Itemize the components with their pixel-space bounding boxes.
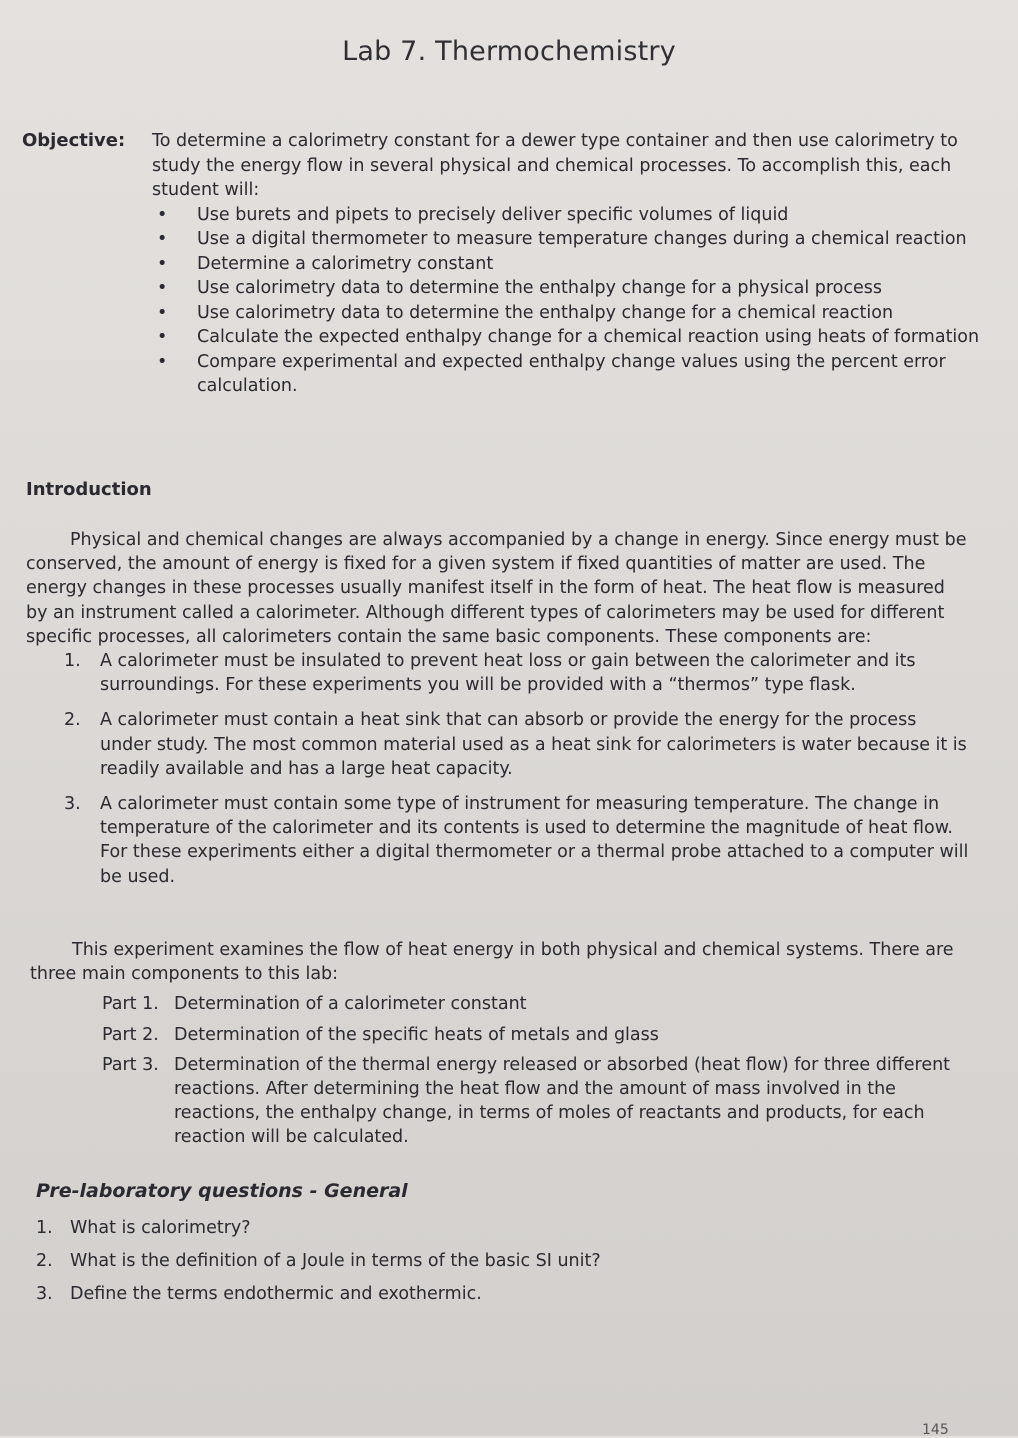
bullet-dot-icon: • xyxy=(157,351,168,372)
prelab-question-list xyxy=(36,1216,936,1315)
component-number: 3. xyxy=(64,794,81,815)
components-list xyxy=(26,649,971,889)
bullet-item xyxy=(152,350,982,399)
bullet-dot-icon: • xyxy=(157,302,168,323)
bullet-dot-icon: • xyxy=(157,253,168,274)
part-text: Determination of a calorimeter constant xyxy=(174,994,527,1015)
experiment-paragraph: This experiment examines the flow of heat energy in both physical and chemical systems. There are three main components to this lab: xyxy=(30,940,954,985)
component-item xyxy=(26,649,971,697)
introduction-heading: Introduction xyxy=(26,479,152,500)
objective-bullet-list xyxy=(152,203,982,399)
parts-list xyxy=(30,992,975,1149)
prelab-question xyxy=(36,1282,936,1306)
bullet-text: Use calorimetry data to determine the enthalpy change for a chemical reaction xyxy=(197,302,894,323)
question-text: Define the terms endothermic and exothermic. xyxy=(70,1284,482,1304)
part-item xyxy=(30,1023,975,1047)
bullet-text: Determine a calorimetry constant xyxy=(197,253,494,274)
objective-section xyxy=(22,129,982,399)
bullet-text: Use calorimetry data to determine the enthalpy change for a physical process xyxy=(197,278,882,298)
bullet-item xyxy=(152,203,982,228)
part-item xyxy=(30,992,975,1016)
prelab-question xyxy=(36,1249,936,1273)
question-number: 1. xyxy=(36,1218,53,1238)
part-item xyxy=(30,1053,975,1150)
bullet-text: Compare experimental and expected enthalpy change values using the percent error calculation. xyxy=(197,351,946,396)
prelab-heading: Pre-laboratory questions - General xyxy=(36,1180,408,1202)
part-text: Determination of the specific heats of metals and glass xyxy=(174,1024,659,1045)
part-label: Part 3. xyxy=(102,1054,159,1075)
objective-label: Objective: xyxy=(22,130,126,151)
part-text: Determination of the thermal energy released or absorbed (heat flow) for three different reactions. After determining the heat flow and the amount of mass involved in the reactions, the enthalpy change, in terms of moles of reactants and products, for each reaction will be calculated. xyxy=(174,1054,951,1148)
page-title: Lab 7. Thermochemistry xyxy=(342,36,676,67)
bullet-dot-icon: • xyxy=(157,204,168,225)
component-item xyxy=(26,708,971,781)
bullet-item xyxy=(152,227,982,252)
bullet-item xyxy=(152,301,982,326)
bullet-text: Use a digital thermometer to measure temperature changes during a chemical reaction xyxy=(197,229,967,249)
bullet-text: Calculate the expected enthalpy change for a chemical reaction using heats of formation xyxy=(197,327,980,347)
page-number: 145 xyxy=(922,1422,949,1438)
experiment-section xyxy=(30,938,975,1150)
part-label: Part 1. xyxy=(102,994,159,1015)
question-text: What is the definition of a Joule in terms of the basic SI unit? xyxy=(70,1251,601,1271)
introduction-section xyxy=(26,528,971,889)
bullet-item xyxy=(152,252,982,277)
bullet-dot-icon: • xyxy=(157,278,168,298)
component-number: 1. xyxy=(64,651,81,672)
part-label: Part 2. xyxy=(102,1024,159,1045)
objective-body xyxy=(152,129,982,399)
objective-text: To determine a calorimetry constant for a dewer type container and then use calorimetry to study the energy flow in several physical and chemical processes. To accomplish this, each student will: xyxy=(152,131,958,200)
bullet-item xyxy=(152,276,982,301)
prelab-question xyxy=(36,1216,936,1240)
component-text: A calorimeter must contain some type of instrument for measuring temperature. The change in temperature of the calorimeter and its contents is used to determine the magnitude of heat flow. For these experiments either a digital thermometer or a thermal probe attached to a computer will be used. xyxy=(100,794,969,887)
question-number: 2. xyxy=(36,1251,53,1271)
component-item xyxy=(26,792,971,889)
component-text: A calorimeter must contain a heat sink that can absorb or provide the energy for the process under study. The most common material used as a heat sink for calorimeters is water because it is readily available and has a large heat capacity. xyxy=(100,710,967,779)
component-number: 2. xyxy=(64,710,81,731)
question-number: 3. xyxy=(36,1284,53,1304)
bullet-text: Use burets and pipets to precisely deliver specific volumes of liquid xyxy=(197,204,789,225)
bullet-item xyxy=(152,325,982,350)
question-text: What is calorimetry? xyxy=(70,1218,251,1238)
bullet-dot-icon: • xyxy=(157,229,168,249)
introduction-paragraph: Physical and chemical changes are always accompanied by a change in energy. Since energy must be conserved, the amount of energy is fixed for a given system if fixed quantities of matter are used. The energy changes in these processes usually manifest itself in the form of heat. The heat flow is measured by an instrument called a calorimeter. Although different types of calorimeters may be used for different specific processes, all calorimeters contain the same basic components. These components are: xyxy=(26,530,967,647)
bullet-dot-icon: • xyxy=(157,327,168,347)
component-text: A calorimeter must be insulated to prevent heat loss or gain between the calorimeter and its surroundings. For these experiments you will be provided with a “thermos” type flask. xyxy=(100,651,916,696)
